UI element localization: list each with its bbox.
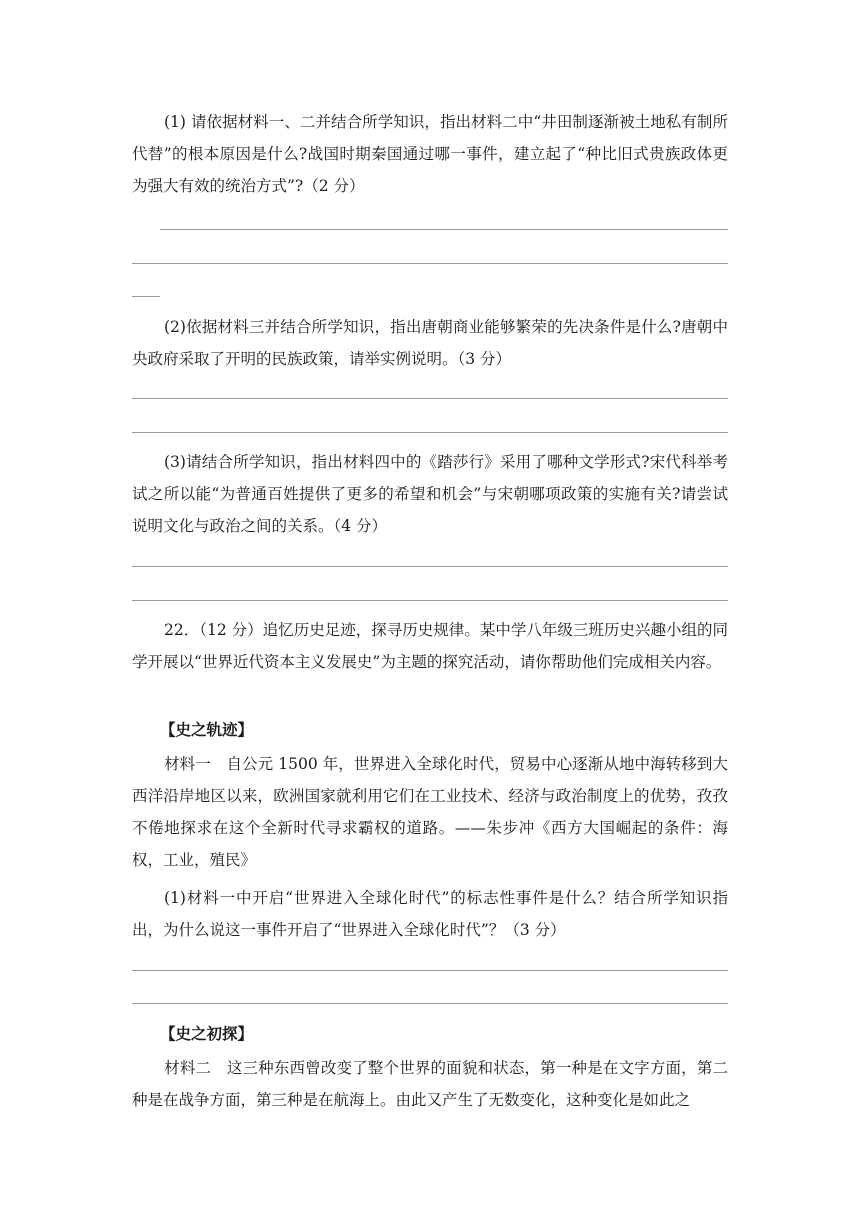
answer-line: [132, 398, 728, 399]
section-heading: 【史之初探】: [160, 1024, 254, 1043]
answer-line: [132, 432, 728, 433]
answer-line: [132, 970, 728, 971]
answer-line: [132, 296, 160, 297]
answer-line: [132, 600, 728, 601]
answer-line: [132, 263, 728, 264]
answer-line: [132, 566, 728, 567]
answer-line: [160, 229, 728, 230]
question-3-text: (3)请结合所学知识，指出材料四中的《踏莎行》采用了哪种文学形式?宋代科举考试之所以能“为普通百姓提供了更多的希望和机会”与宋朝哪项政策的实施有关?请尝试说明文化与政治之间的关系。（4 分）: [132, 453, 728, 535]
answer-line: [132, 1003, 728, 1004]
question-22-1-text: (1)材料一中开启“世界进入全球化时代”的标志性事件是什么？结合所学知识指出，为什么说这一事件开启了“世界进入全球化时代”？（3 分）: [132, 889, 728, 939]
material-2-text: 材料二 这三种东西曾改变了整个世界的面貌和状态，第一种是在文字方面，第二种是在战争方面，第三种是在航海上。由此又产生了无数变化，这种变化是如此之: [132, 1059, 728, 1109]
question-22-text: 22．（12 分）追忆历史足迹，探寻历史规律。某中学八年级三班历史兴趣小组的同学开展以“世界近代资本主义发展史”为主题的探究活动，请你帮助他们完成相关内容。: [132, 621, 728, 671]
section-heading: 【史之轨迹】: [160, 720, 254, 739]
material-1-text: 材料一 自公元 1500 年，世界进入全球化时代，贸易中心逐渐从地中海转移到大西洋沿岸地区以来，欧洲国家就利用它们在工业技术、经济与政治制度上的优势，孜孜不倦地探求在这个全新时代寻求霸权的道路。——朱步冲《西方大国崛起的条件：海权，工业，殖民》: [132, 755, 728, 869]
question-1-text: (1) 请依据材料一、二并结合所学知识，指出材料二中“井田制逐渐被土地私有制所代替”的根本原因是什么?战国时期秦国通过哪一事件，建立起了“种比旧式贵族政体更为强大有效的统治方式”?（2 分）: [132, 113, 728, 195]
question-2-text: (2)依据材料三并结合所学知识，指出唐朝商业能够繁荣的先决条件是什么?唐朝中央政府采取了开明的民族政策，请举实例说明。（3 分）: [132, 318, 728, 368]
